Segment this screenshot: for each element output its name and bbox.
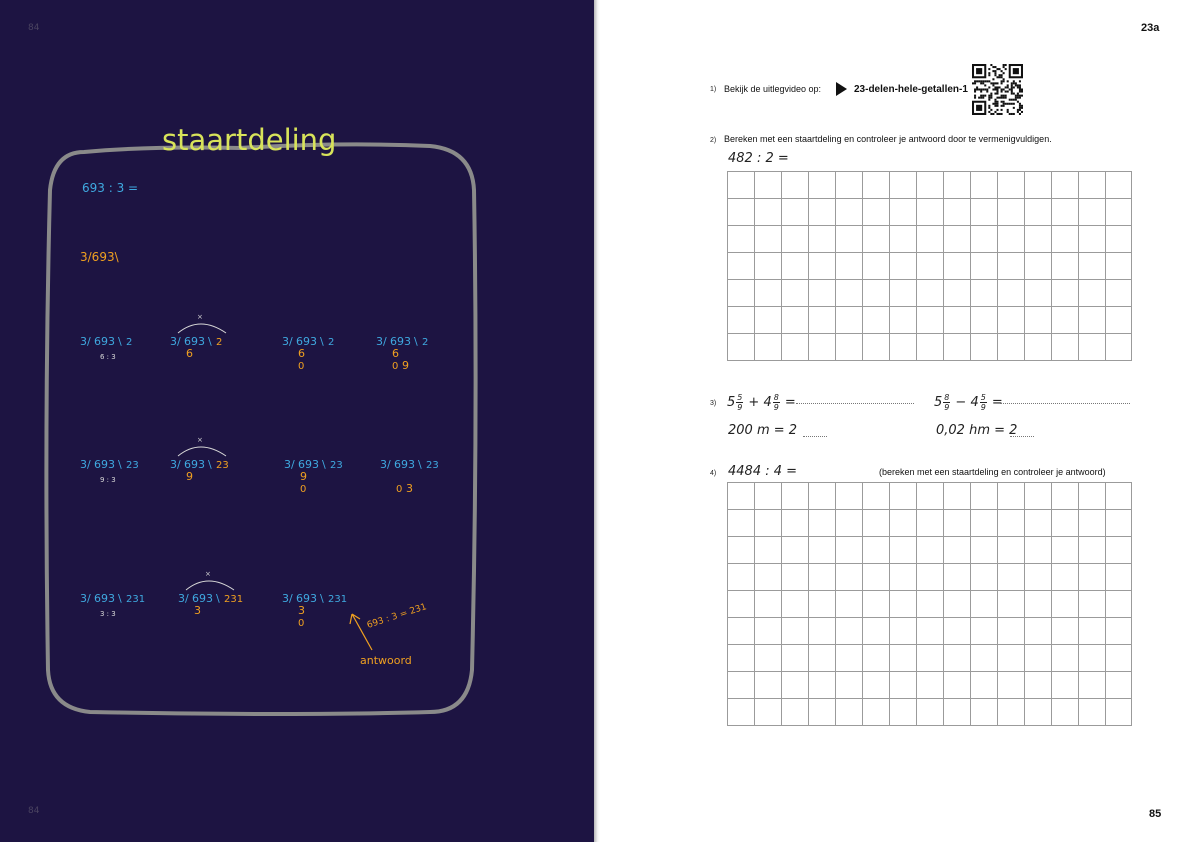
exercise-3b: 5 $\frac{8}{9}$ − 4 $\frac{5}{9}$ = <box>934 393 1003 412</box>
step-dividend: 693 <box>296 592 317 605</box>
division-steps <box>0 0 594 842</box>
step-bracket: \ <box>320 592 324 605</box>
exercise-2-number: 2) <box>710 137 717 144</box>
step-dividend: 693 <box>390 335 411 348</box>
right-page <box>600 0 1191 842</box>
step-dividend: 693 <box>296 335 317 348</box>
step-divisor: 3/ <box>170 458 181 471</box>
step-bracket: \ <box>418 458 422 471</box>
step-quotient: 2 <box>126 337 133 348</box>
step-multiply-arc <box>178 324 226 333</box>
step-dividend: 693 <box>184 335 205 348</box>
step-quotient: 23 <box>426 460 439 471</box>
step-bracket: \ <box>320 335 324 348</box>
answer-formula: 693 : 3 = 231 <box>365 602 428 631</box>
step-quotient: 231 <box>224 594 244 605</box>
answer-line-3b[interactable] <box>1000 403 1130 404</box>
step-divisor: 3/ <box>376 335 387 348</box>
answer-line-3d[interactable] <box>1010 436 1034 437</box>
step-quotient: 23 <box>216 460 229 471</box>
page-number: 85 <box>1149 808 1162 820</box>
qr-code-icon[interactable] <box>972 64 1023 115</box>
exercise-4-instruction: (bereken met een staartdeling en controleer je antwoord) <box>879 467 1106 477</box>
step-multiply-arc <box>186 581 234 590</box>
step-multiply-sign: × <box>197 313 203 321</box>
step-bracket: \ <box>118 458 122 471</box>
step-divisor: 3/ <box>380 458 391 471</box>
step-down: 9 <box>402 359 409 372</box>
exercise-1-number: 1) <box>710 86 717 93</box>
play-icon <box>836 82 847 96</box>
step-divisor: 3/ <box>282 335 293 348</box>
step-divisor: 3/ <box>284 458 295 471</box>
step-multiply-sign: × <box>197 436 203 444</box>
board-title: staartdeling <box>162 123 337 157</box>
step-under: 3 <box>194 604 201 617</box>
step-bracket: \ <box>208 335 212 348</box>
exercise-2-problem: 482 : 2 = <box>728 151 789 166</box>
step-rest: 0 <box>300 484 307 495</box>
step-down: 3 <box>406 482 413 495</box>
left-page <box>0 0 594 842</box>
step-under: 3 <box>298 604 305 617</box>
step-bracket: \ <box>118 335 122 348</box>
step-bracket: \ <box>414 335 418 348</box>
exercise-3d: 0,02 hm = 2 <box>936 423 1018 438</box>
answer-line-3c[interactable] <box>803 436 827 437</box>
step-quotient: 23 <box>126 460 139 471</box>
step-quotient: 2 <box>216 337 223 348</box>
step-under: 6 <box>186 347 193 360</box>
step-dividend: 693 <box>94 458 115 471</box>
step-under: 9 <box>300 470 307 483</box>
step-note: 6 : 3 <box>100 353 116 361</box>
step-note: 3 : 3 <box>100 610 116 618</box>
exercise-3-number: 3) <box>710 400 717 407</box>
video-link[interactable] <box>836 82 968 96</box>
step-bracket: \ <box>208 458 212 471</box>
step-dividend: 693 <box>94 592 115 605</box>
step-quotient: 23 <box>330 460 343 471</box>
answer-line-3a[interactable] <box>796 403 914 404</box>
step-bracket: \ <box>322 458 326 471</box>
crop-mark-top: 84 <box>28 23 40 33</box>
board-problem: 693 : 3 = <box>82 181 139 195</box>
step-multiply-arc <box>178 447 226 456</box>
step-rest: 0 <box>298 361 305 372</box>
step-under: 6 <box>298 347 305 360</box>
video-link-label: 23-delen-hele-getallen-1 <box>854 83 968 95</box>
exercise-2-grid[interactable] <box>727 171 1132 361</box>
exercise-3a: 5 $\frac{5}{9}$ + 4 $\frac{8}{9}$ = <box>727 393 796 412</box>
step-dividend: 693 <box>94 335 115 348</box>
step-divisor: 3/ <box>80 458 91 471</box>
step-rest: 0 <box>298 618 305 629</box>
step-bracket: \ <box>216 592 220 605</box>
step-bracket: \ <box>118 592 122 605</box>
exercise-4-number: 4) <box>710 470 717 477</box>
step-rest: 0 <box>396 484 403 495</box>
crop-mark-bottom: 84 <box>28 806 40 816</box>
exercise-1-text: Bekijk de uitlegvideo op: <box>724 84 822 94</box>
step-rest: 0 <box>392 361 399 372</box>
step-multiply-sign: × <box>205 570 211 578</box>
step-divisor: 3/ <box>282 592 293 605</box>
exercise-2-text: Bereken met een staartdeling en controleer je antwoord door te vermenigvuldigen. <box>724 134 1052 144</box>
step-quotient: 2 <box>422 337 429 348</box>
page-label: 23a <box>1141 22 1160 34</box>
board-setup: 3/693\ <box>80 250 119 264</box>
step-dividend: 693 <box>298 458 319 471</box>
step-dividend: 693 <box>192 592 213 605</box>
step-divisor: 3/ <box>80 592 91 605</box>
step-divisor: 3/ <box>170 335 181 348</box>
step-under: 6 <box>392 347 399 360</box>
step-divisor: 3/ <box>178 592 189 605</box>
step-divisor: 3/ <box>80 335 91 348</box>
step-dividend: 693 <box>184 458 205 471</box>
step-dividend: 693 <box>394 458 415 471</box>
exercise-3c: 200 m = 2 <box>728 423 798 438</box>
answer-label: antwoord <box>360 654 412 667</box>
exercise-4-grid[interactable] <box>727 482 1132 726</box>
step-quotient: 2 <box>328 337 335 348</box>
step-quotient: 231 <box>126 594 146 605</box>
step-under: 9 <box>186 470 193 483</box>
step-note: 9 : 3 <box>100 476 116 484</box>
step-quotient: 231 <box>328 594 348 605</box>
exercise-4-problem: 4484 : 4 = <box>728 464 798 479</box>
